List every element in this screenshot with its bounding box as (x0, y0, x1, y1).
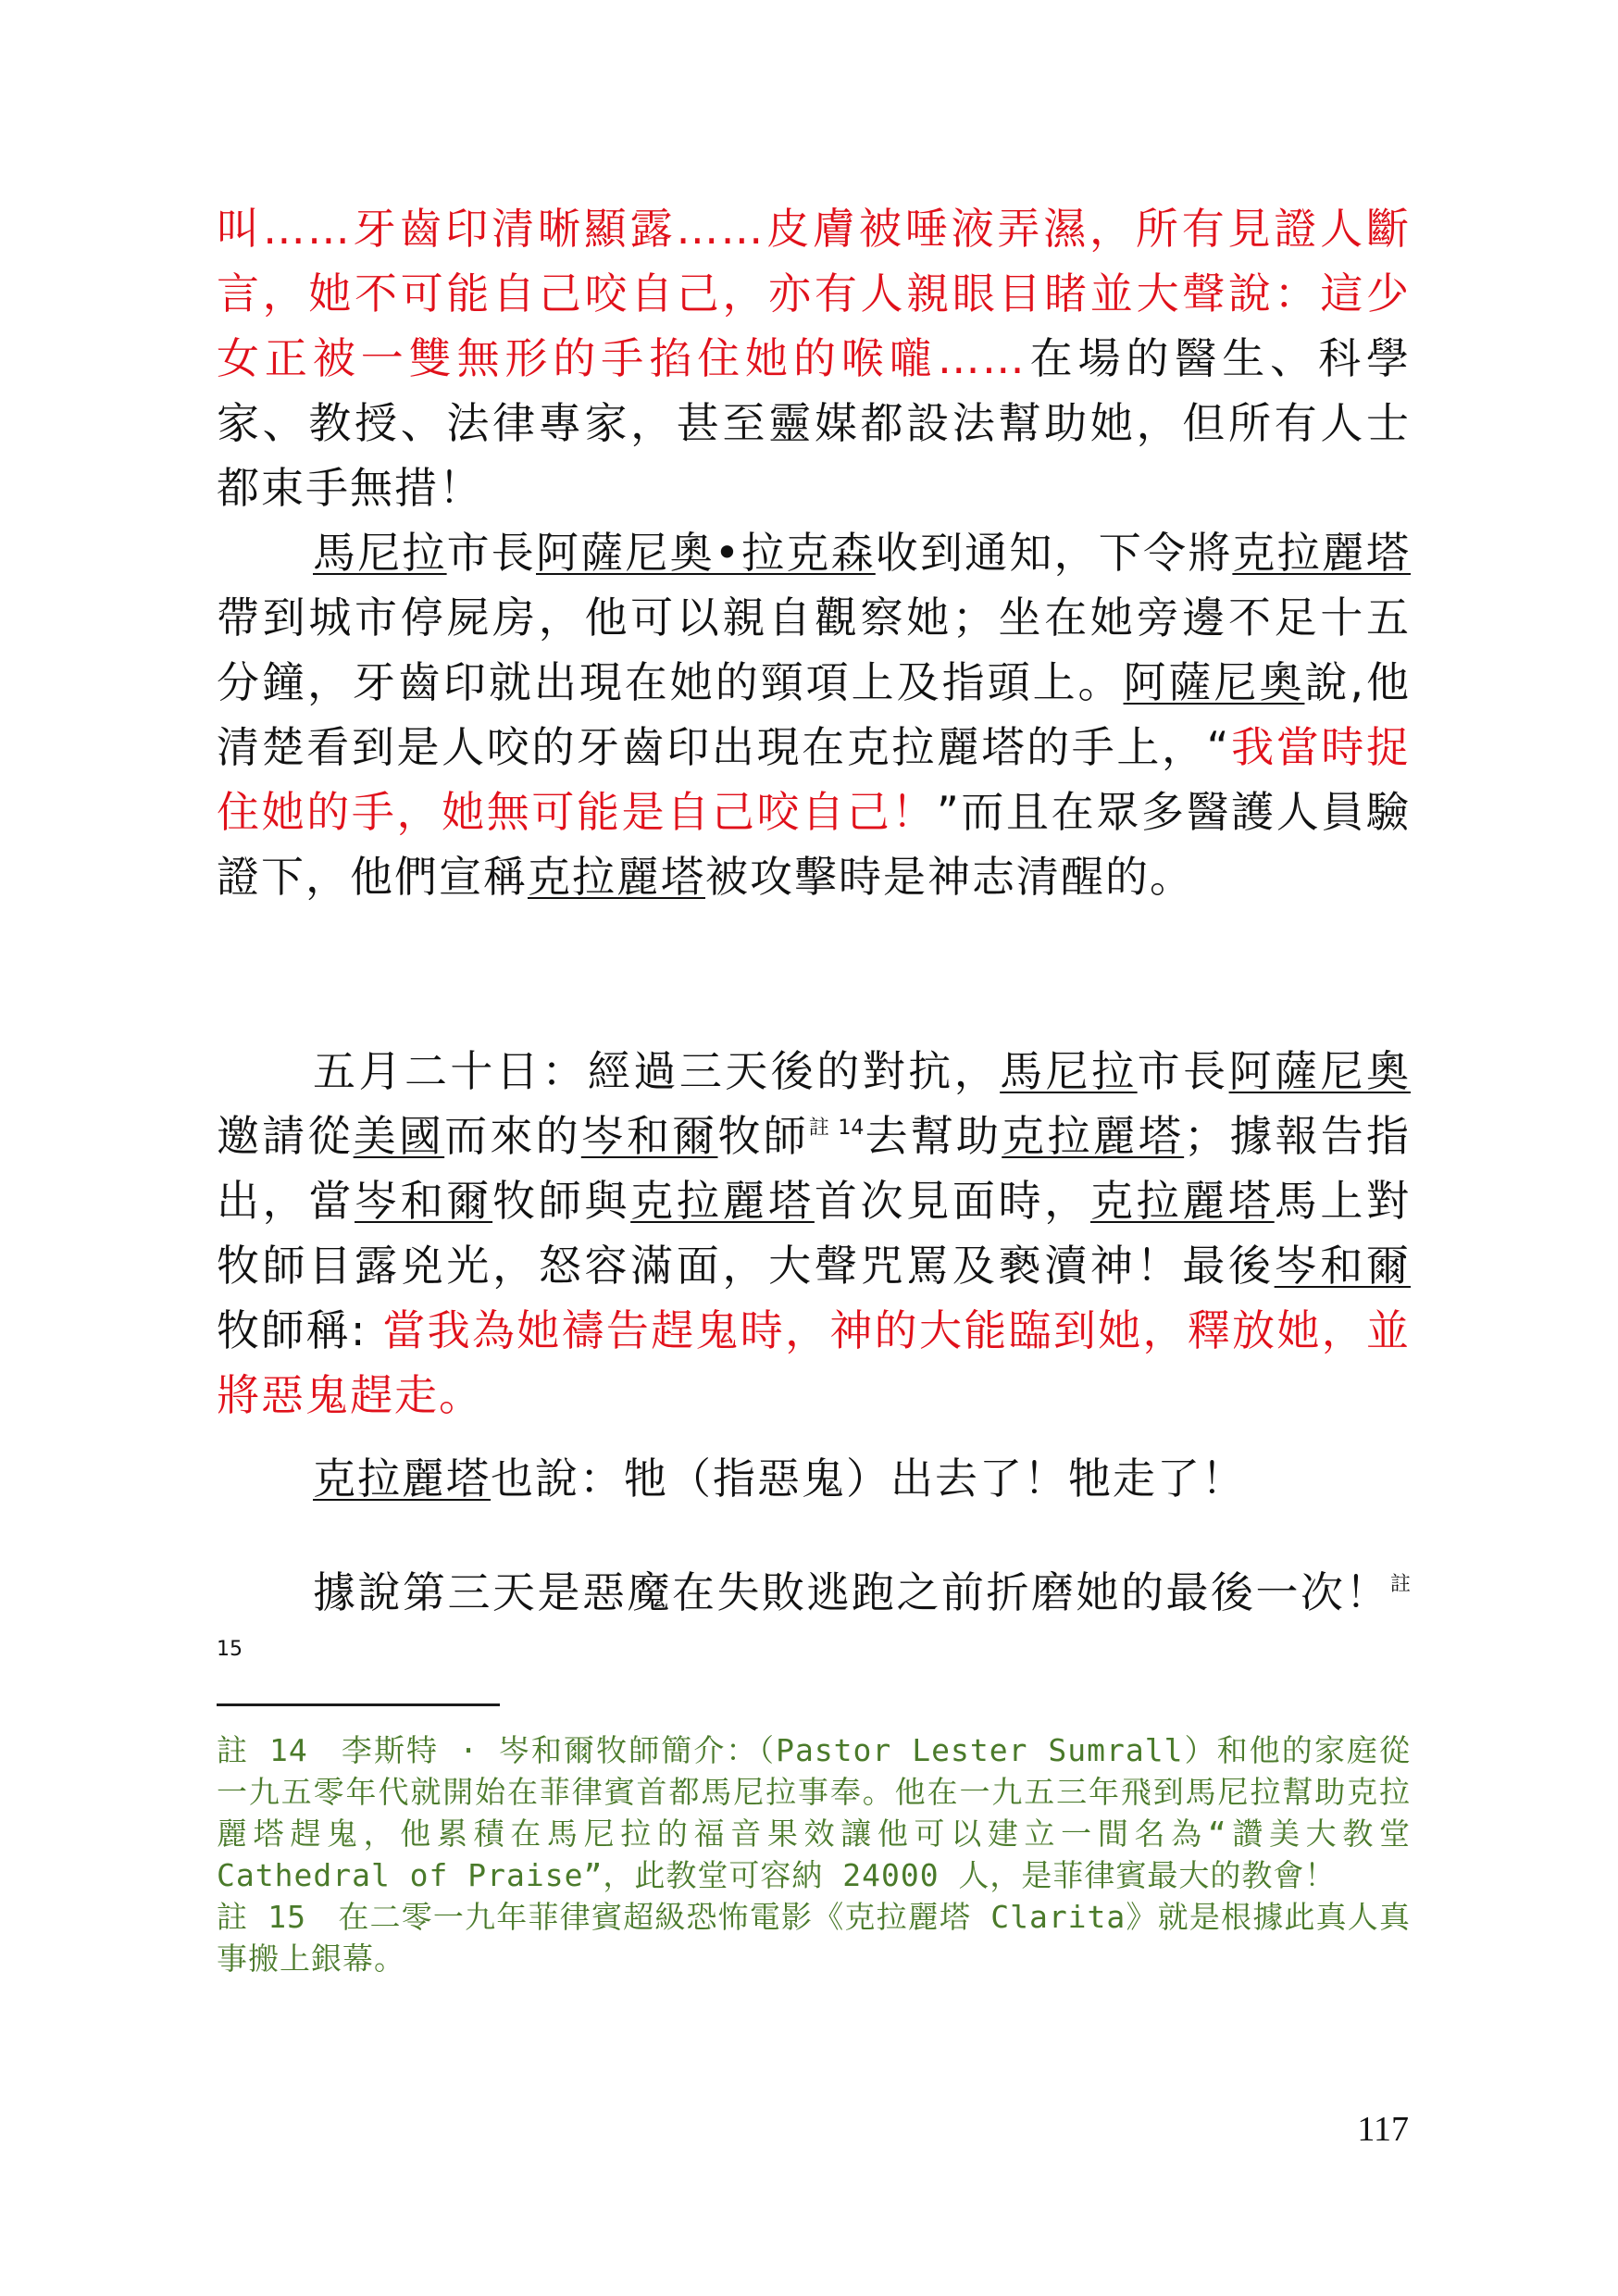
person-name: 岑和爾 (580, 1111, 718, 1161)
footnote-separator (217, 1703, 500, 1706)
body-text-span: 邀請從 (217, 1111, 354, 1161)
quoted-testimony: 我當時捉住她的手，她無可能是自己咬自己！ (217, 722, 1412, 837)
body-text-span: 收到通知，下令將 (875, 528, 1233, 578)
place-name: 馬尼拉 (1000, 1046, 1138, 1096)
quoted-testimony: 叫……牙齒印清晰顯露……皮膚被唾液弄濕，所有見證人斷言，她不可能自己咬自己，亦有人親眼目睹並大聲說：這少女正被一雙無形的手掐住她的喉嚨…… (217, 204, 1411, 383)
footnote-ref-14[interactable]: 註 14 (808, 1117, 865, 1140)
footnotes (217, 1729, 1411, 1979)
body-text-span: 在場的醫生、科學家、教授、法律專家，甚至靈媒都設法幫助她，但所有人士都束手無措！ (217, 333, 1412, 513)
body-text-span: 而來的 (444, 1111, 581, 1161)
quote-mark: ” (936, 787, 961, 837)
body-text-span: 牧師 (717, 1111, 809, 1161)
person-name: 克拉麗塔 (1232, 528, 1412, 578)
body-text-span: 而且在眾多醫護人員驗證下，他們宣稱 (217, 787, 1412, 902)
body-text-span: 牧師稱: (217, 1305, 383, 1355)
body-text-span: ；據報告指出，當 (217, 1111, 1412, 1226)
body-text-span: 去幫助 (864, 1111, 1002, 1161)
body-text-span: 也說：牠（指惡鬼）出去了！牠走了！ (491, 1454, 1246, 1504)
body-text-span: 首次見面時， (814, 1176, 1090, 1226)
body-text-span: 帶到城市停屍房，他可以親自觀察她；坐在她旁邊不足十五分鐘，牙齒印就出現在她的頸項上及指頭上。 (217, 593, 1411, 707)
person-name: 克拉麗塔 (528, 852, 705, 902)
person-name: 岑和爾 (1274, 1241, 1412, 1291)
body-text-span: 市長 (1137, 1046, 1229, 1096)
person-name: 岑和爾 (355, 1176, 493, 1226)
footnote-15: 註 15 在二零一九年菲律賓超級恐怖電影《克拉麗塔 Clarita》就是根據此真人真事搬上銀幕。 (217, 1899, 1411, 1977)
body-text-span: 被攻擊時是神志清醒的。 (705, 852, 1194, 902)
body-text-span: 馬上對牧師目露兇光，怒容滿面，大聲咒罵及褻瀆神！最後 (217, 1176, 1412, 1291)
footnote-14: 註 14 李斯特 · 岑和爾牧師簡介：（Pastor Lester Sumrall）和他的家庭從一九五零年代就開始在菲律賓首都馬尼拉事奉。他在一九五三年飛到馬尼拉幫助克拉麗塔趕鬼，他累積在馬尼拉的福音果效讓他可以建立一間名為“讚美大教堂 Cathedral of Praise”，此教堂可容納 24000 人，是菲律賓最大的教會！ (217, 1732, 1411, 1893)
body-text-span: 牧師與 (492, 1176, 631, 1226)
paragraph-3 (217, 1039, 1411, 1428)
footnote-ref-15[interactable]: 註 15 (217, 1573, 1411, 1661)
person-name: 阿薩尼奧 (1123, 657, 1305, 707)
body-text-span: 據說第三天是惡魔在失敗逃跑之前折磨她的最後一次！ (313, 1567, 1390, 1617)
place-name: 美國 (353, 1111, 445, 1161)
quote-mark: “ (1206, 722, 1231, 772)
page-number: 117 (1357, 2110, 1409, 2149)
person-name: 克拉麗塔 (630, 1176, 815, 1226)
paragraph-4 (217, 1446, 1411, 1511)
person-name: 克拉麗塔 (1002, 1111, 1185, 1161)
paragraph-1 (217, 196, 1411, 520)
paragraph-5 (217, 1560, 1411, 1690)
person-name: 阿薩尼奧•拉克森 (536, 528, 876, 578)
person-name: 克拉麗塔 (1089, 1176, 1275, 1226)
quoted-testimony: 當我為她禱告趕鬼時，神的大能臨到她，釋放她，並將惡鬼趕走。 (217, 1305, 1412, 1420)
person-name: 阿薩尼奧 (1228, 1046, 1412, 1096)
body-text-span: 市長 (446, 528, 537, 578)
person-name: 克拉麗塔 (313, 1454, 491, 1504)
paragraph-2 (217, 520, 1411, 909)
place-name: 馬尼拉 (313, 528, 447, 578)
body-text-span: 五月二十日：經過三天後的對抗， (313, 1046, 1001, 1096)
body-text-span: 說,他清楚看到是人咬的牙齒印出現在克拉麗塔的手上， (217, 657, 1412, 772)
